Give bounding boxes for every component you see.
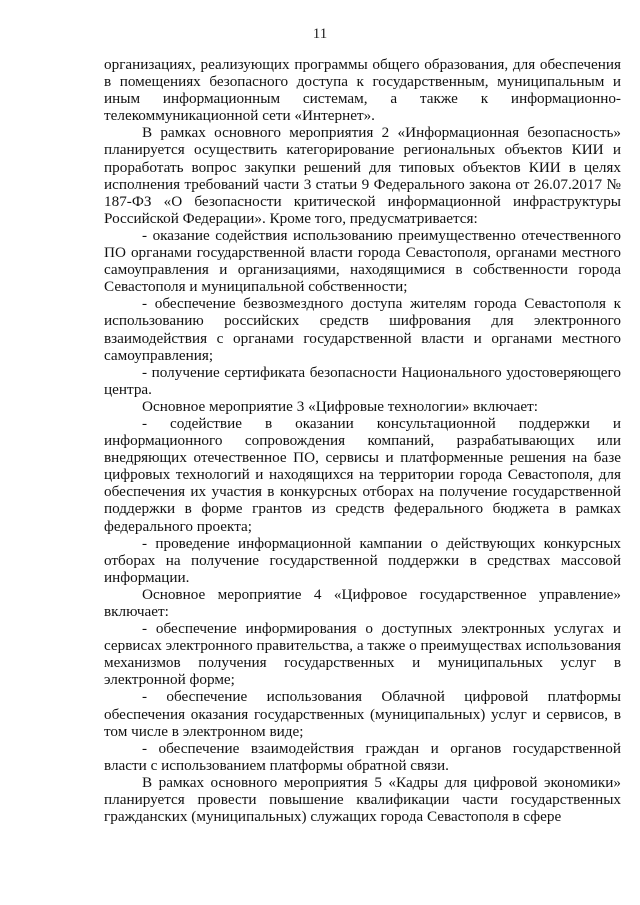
paragraph-activity-2: В рамках основного мероприятия 2 «Информационная безопасность» планируется осуществить категорирование региональных объектов КИИ и проработать вопрос закупки решений для типовых объектов КИИ в целях исполнения требований части 3 статьи 9 Федерального закона от 26.07.2017 № 187-ФЗ «О безопасности критической информационной инфраструктуры Российской Федерации». Кроме того, предусматривается: xyxy=(104,124,621,227)
paragraph-activity-5: В рамках основного мероприятия 5 «Кадры для цифровой экономики» планируется провести повышение квалификации части государственных гражданских (муниципальных) служащих города Севастополя в сфере xyxy=(104,773,621,826)
list-item: - обеспечение взаимодействия граждан и органов государственной власти с использованием платформы обратной связи. xyxy=(104,739,621,774)
list-item: - содействие в оказании консультационной поддержки и информационного сопровождения компаний, разрабатывающих или внедряющих отечественное ПО, сервисы и платформенные решения на базе цифровых технологий и находящихся на территории города Севастополя, для обеспечения их участия в конкурсных отборах на получение государственной поддержки в форме грантов из средств федерального бюджета в рамках федерального проекта; xyxy=(104,414,621,535)
paragraph-continuation: организациях, реализующих программы общего образования, для обеспечения в помещениях безопасного доступа к государственным, муниципальным и иным информационным системам, а также к информационно-телекоммуникационной сети «Интернет». xyxy=(104,56,621,125)
page-number: 11 xyxy=(312,26,328,42)
list-item: - обеспечение использования Облачной цифровой платформы обеспечения оказания государственных (муниципальных) услуг и сервисов, в том числе в электронном виде; xyxy=(104,688,621,740)
document-body xyxy=(104,56,621,825)
list-item: - оказание содействия использованию преимущественно отечественного ПО органами государственной власти города Севастополя, органами местного самоуправления и организациями, находящимися в собственности города Севастополя и муниципальной собственности; xyxy=(104,226,621,296)
list-item: - проведение информационной кампании о действующих конкурсных отборах на получение государственной поддержки в средствах массовой информации. xyxy=(104,534,621,586)
list-item: - обеспечение информирования о доступных электронных услугах и сервисах электронного правительства, а также о преимуществах использования механизмов получения государственных и муниципальных услуг в электронной форме; xyxy=(104,620,621,689)
list-item: - получение сертификата безопасности Национального удостоверяющего центра. xyxy=(104,363,621,398)
paragraph-activity-3: Основное мероприятие 3 «Цифровые технологии» включает: xyxy=(142,397,538,415)
paragraph-activity-4: Основное мероприятие 4 «Цифровое государственное управление» включает: xyxy=(104,585,621,620)
list-item: - обеспечение безвозмездного доступа жителям города Севастополя к использованию российских средств шифрования для электронного взаимодействия с органами государственной власти и органами местного самоуправления; xyxy=(104,295,621,364)
